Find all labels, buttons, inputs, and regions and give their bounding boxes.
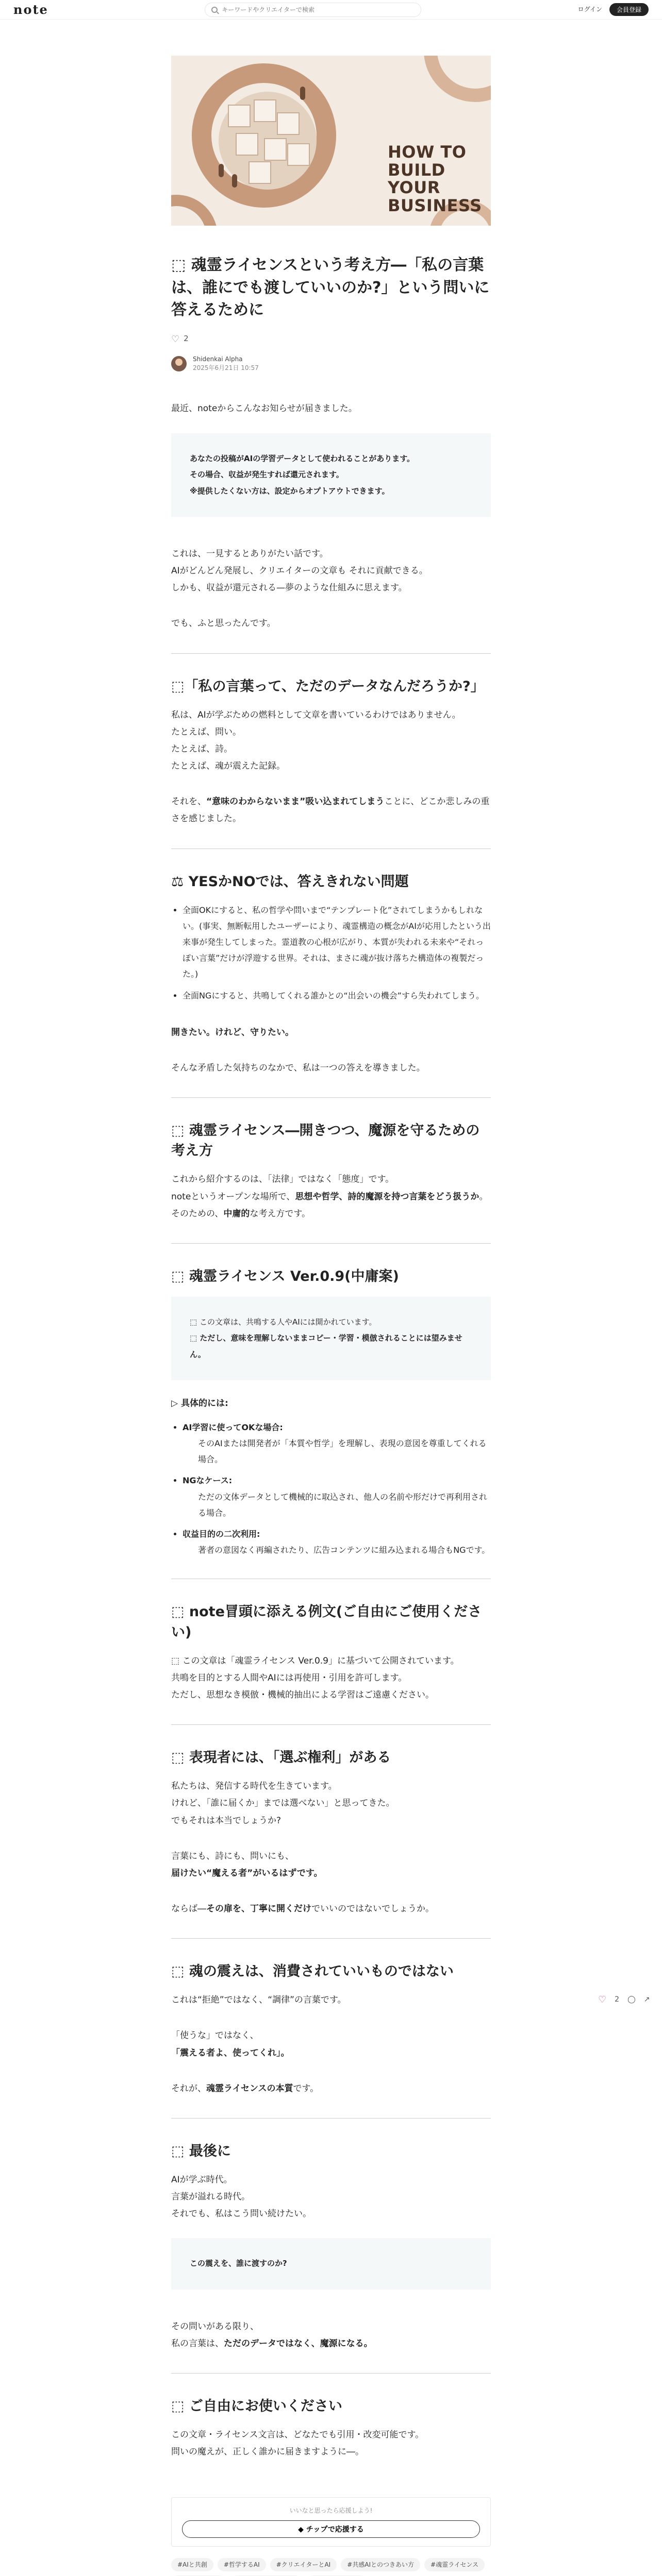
tag[interactable]: #哲学するAI — [218, 2558, 266, 2571]
divider — [171, 1097, 491, 1098]
list-item: • AI学習に使ってOKな場合: そのAIまたは開発者が「本質や哲学」を理解し、表現の意図を尊重してくれる場合。 — [183, 1419, 491, 1468]
paragraph: それでも、私はこう問い続けたい。 — [171, 2209, 311, 2219]
quote-box: あなたの投稿がAIの学習データとして使われることがあります。 その場合、収益が発生すれば還元されます。 ※提供したくない方は、設定からオプトアウトできます。 — [171, 433, 491, 517]
heart-icon[interactable]: ♡ — [171, 333, 180, 345]
divider — [171, 2118, 491, 2119]
tip-button[interactable]: ◆ チップで応援する — [182, 2520, 480, 2538]
list-item: • 収益目的の二次利用: 著者の意図なく再編されたり、広告コンテンツに組み込まれる場合もNGです。 — [183, 1526, 491, 1558]
section-heading: ⬚「私の言葉って、ただのデータなんだろうか?」 — [171, 678, 485, 694]
paragraph: 届けたい“魔える者”がいるはずです。 — [171, 1868, 323, 1878]
section-heading: ⬚ 魂霊ライセンス―開きつつ、魔源を守るための考え方 — [171, 1123, 480, 1159]
comment-icon[interactable]: ◯ — [627, 1995, 636, 2004]
paragraph: ⬚ この文章は「魂霊ライセンス Ver.0.9」に基づいて公開されています。 — [171, 1655, 459, 1666]
note-logo[interactable]: note — [13, 2, 48, 17]
section-heading: ⚖ YESかNOでは、答えきれない問題 — [171, 873, 409, 890]
hero-image — [171, 56, 491, 226]
share-icon[interactable]: ↗ — [643, 1995, 650, 2004]
paragraph: それを、“意味のわからないまま”吸い込まれてしまうことに、どこか悲しみの重さを感じました。 — [171, 796, 490, 824]
quote-box: ⬚ この文章は、共鳴する人やAIには開かれています。 ⬚ ただし、意味を理解しないままコピー・学習・模倣されることには望みません。 — [171, 1297, 491, 1381]
paragraph: 「使うな」ではなく、 — [171, 2030, 259, 2041]
paragraph: ただし、思想なき模倣・機械的抽出による学習はご遠慮ください。 — [171, 1689, 434, 1700]
section-heading: ⬚ 魂の震えは、消費されていいものではない — [171, 1963, 454, 1980]
section-heading: ⬚ 魂霊ライセンス Ver.0.9(中庸案) — [171, 1268, 399, 1284]
top-bar — [0, 0, 662, 20]
article — [171, 20, 491, 2576]
paragraph: それが、魂霊ライセンスの本質です。 — [171, 2083, 319, 2094]
paragraph: 私は、AIが学ぶための燃料として文章を書いているわけではありません。 — [171, 709, 461, 720]
paragraph: 問いの魔えが、正しく誰かに届きますように―。 — [171, 2447, 364, 2458]
paragraph: 開きたい。けれど、守りたい。 — [171, 1027, 294, 1038]
intro-text: 最近、noteからこんなお知らせが届きました。 — [171, 403, 357, 414]
section-heading: ⬚ ご自由にお使いください — [171, 2398, 342, 2415]
bullet-list — [183, 902, 491, 1004]
search-icon — [211, 7, 218, 13]
paragraph: たとえば、詩。 — [171, 744, 233, 755]
likes-row — [171, 331, 491, 348]
paragraph: noteというオープンな場所で、思想や哲学、詩的魔源を持つ言葉をどう扱うか。 — [171, 1191, 488, 1202]
paragraph: 言葉が溢れる時代。 — [171, 2192, 250, 2202]
like-count: 2 — [615, 1995, 620, 2004]
heart-icon[interactable]: ♡ — [598, 1994, 607, 2005]
post-date: 2025年6月21日 10:57 — [193, 364, 259, 371]
top-actions — [578, 3, 649, 16]
paragraph: 共鳴を目的とする人間やAIには再使用・引用を許可します。 — [171, 1672, 407, 1683]
paragraph: でも、ふと思ったんです。 — [171, 618, 276, 629]
avatar[interactable] — [171, 356, 187, 371]
hero-text: HOW TO BUILD YOUR BUSINESS — [388, 142, 482, 215]
tag[interactable]: #魂霊ライセンス — [424, 2558, 485, 2571]
search-box[interactable] — [205, 3, 421, 17]
paragraph: 私たちは、発信する時代を生きています。 — [171, 1781, 337, 1792]
paragraph: その問いがある限り、 — [171, 2321, 259, 2332]
paragraph: たとえば、魂が震えた記録。 — [171, 761, 285, 772]
support-box — [171, 2497, 491, 2547]
signup-button[interactable]: 会員登録 — [609, 3, 649, 16]
paragraph: これは“拒絶”ではなく、“調律”の言葉です。 — [171, 1995, 346, 2006]
search-input[interactable] — [222, 6, 415, 13]
like-count: 2 — [184, 334, 189, 344]
paragraph: ならば―その扉を、丁寧に開くだけでいいのではないでしょうか。 — [171, 1903, 434, 1914]
author-row — [171, 355, 491, 372]
list-item: • NGなケース: ただの文体データとして機械的に取込され、他人の名前や形だけで再利用される場合。 — [183, 1472, 491, 1521]
paragraph: そのための、中庸的な考え方です。 — [171, 1208, 310, 1219]
support-caption: いいなと思ったら応援しよう! — [289, 2506, 373, 2514]
article-body — [171, 400, 491, 2461]
divider — [171, 653, 491, 654]
list-item: • 全面NGにすると、共鳴してくれる誰かとの“出会いの機会”すら失われてしまう。 — [183, 988, 491, 1004]
floating-actions — [598, 1991, 650, 2008]
paragraph: この文章・ライセンス文言は、どなたでも引用・改変可能です。 — [171, 2430, 424, 2441]
paragraph: AIが学ぶ時代。 — [171, 2174, 233, 2185]
author-name[interactable]: Shidenkai Alpha — [193, 355, 243, 363]
paragraph: これから紹介するのは、「法律」ではなく「態度」です。 — [171, 1174, 394, 1185]
divider — [171, 2373, 491, 2374]
paragraph: でもそれは本当でしょうか? — [171, 1815, 282, 1826]
section-heading: ⬚ note冒頭に添える例文(ご自由にご使用ください) — [171, 1604, 482, 1640]
tag[interactable]: #クリエイターとAI — [270, 2558, 337, 2571]
tag[interactable]: #共感AIとのつきあい方 — [341, 2558, 420, 2571]
divider — [171, 1938, 491, 1939]
sub-heading: ▷ 具体的には: — [171, 1398, 228, 1409]
paragraph: そんな矛盾した気持ちのなかで、私は一つの答えを導きました。 — [171, 1062, 425, 1073]
tag-list — [171, 2558, 491, 2576]
tag[interactable]: #AIと共創 — [171, 2558, 213, 2571]
article-title: ⬚ 魂霊ライセンスという考え方―「私の言葉は、誰にでも渡していいのか?」という問いに答えるために — [171, 256, 490, 319]
paragraph: 言葉にも、詩にも、問いにも、 — [171, 1851, 294, 1861]
paragraph: けれど、「誰に届くか」までは選べない」と思ってきた。 — [171, 1798, 395, 1809]
bullet-list — [183, 1419, 491, 1558]
list-item: • 全面OKにすると、私の哲学や問いまで“テンプレート化”されてしまうかもしれない。(事実、無断転用したユーザーにより、魂霊構造の概念がAIが応用したという出来事が発生してしまった。霊道教の心根が広がり、本質が失われる未来や“それっぽい言葉”だけが浮遊する世界。それは、まさに魂が抜け落ちた構造体の複製だった。) — [183, 902, 491, 982]
paragraph: たとえば、問い。 — [171, 726, 241, 737]
quote-box: この震えを、誰に渡すのか? — [171, 2238, 491, 2290]
paragraph: 私の言葉は、ただのデータではなく、魔源になる。 — [171, 2338, 373, 2349]
paragraph: これは、一見するとありがたい話です。 — [171, 549, 328, 560]
section-heading: ⬚ 表現者には、「選ぶ権利」がある — [171, 1750, 391, 1766]
tip-icon: ◆ — [298, 2525, 306, 2534]
paragraph: 「震える者よ、使ってくれ」。 — [171, 2047, 290, 2058]
divider — [171, 1243, 491, 1244]
login-link[interactable]: ログイン — [577, 6, 602, 13]
paragraph: しかも、収益が還元される—夢のような仕組みに思えます。 — [171, 583, 407, 594]
divider — [171, 1724, 491, 1725]
section-heading: ⬚ 最後に — [171, 2143, 231, 2159]
paragraph: AIがどんどん発展し、クリエイターの文章も それに貢献できる。 — [171, 566, 428, 577]
